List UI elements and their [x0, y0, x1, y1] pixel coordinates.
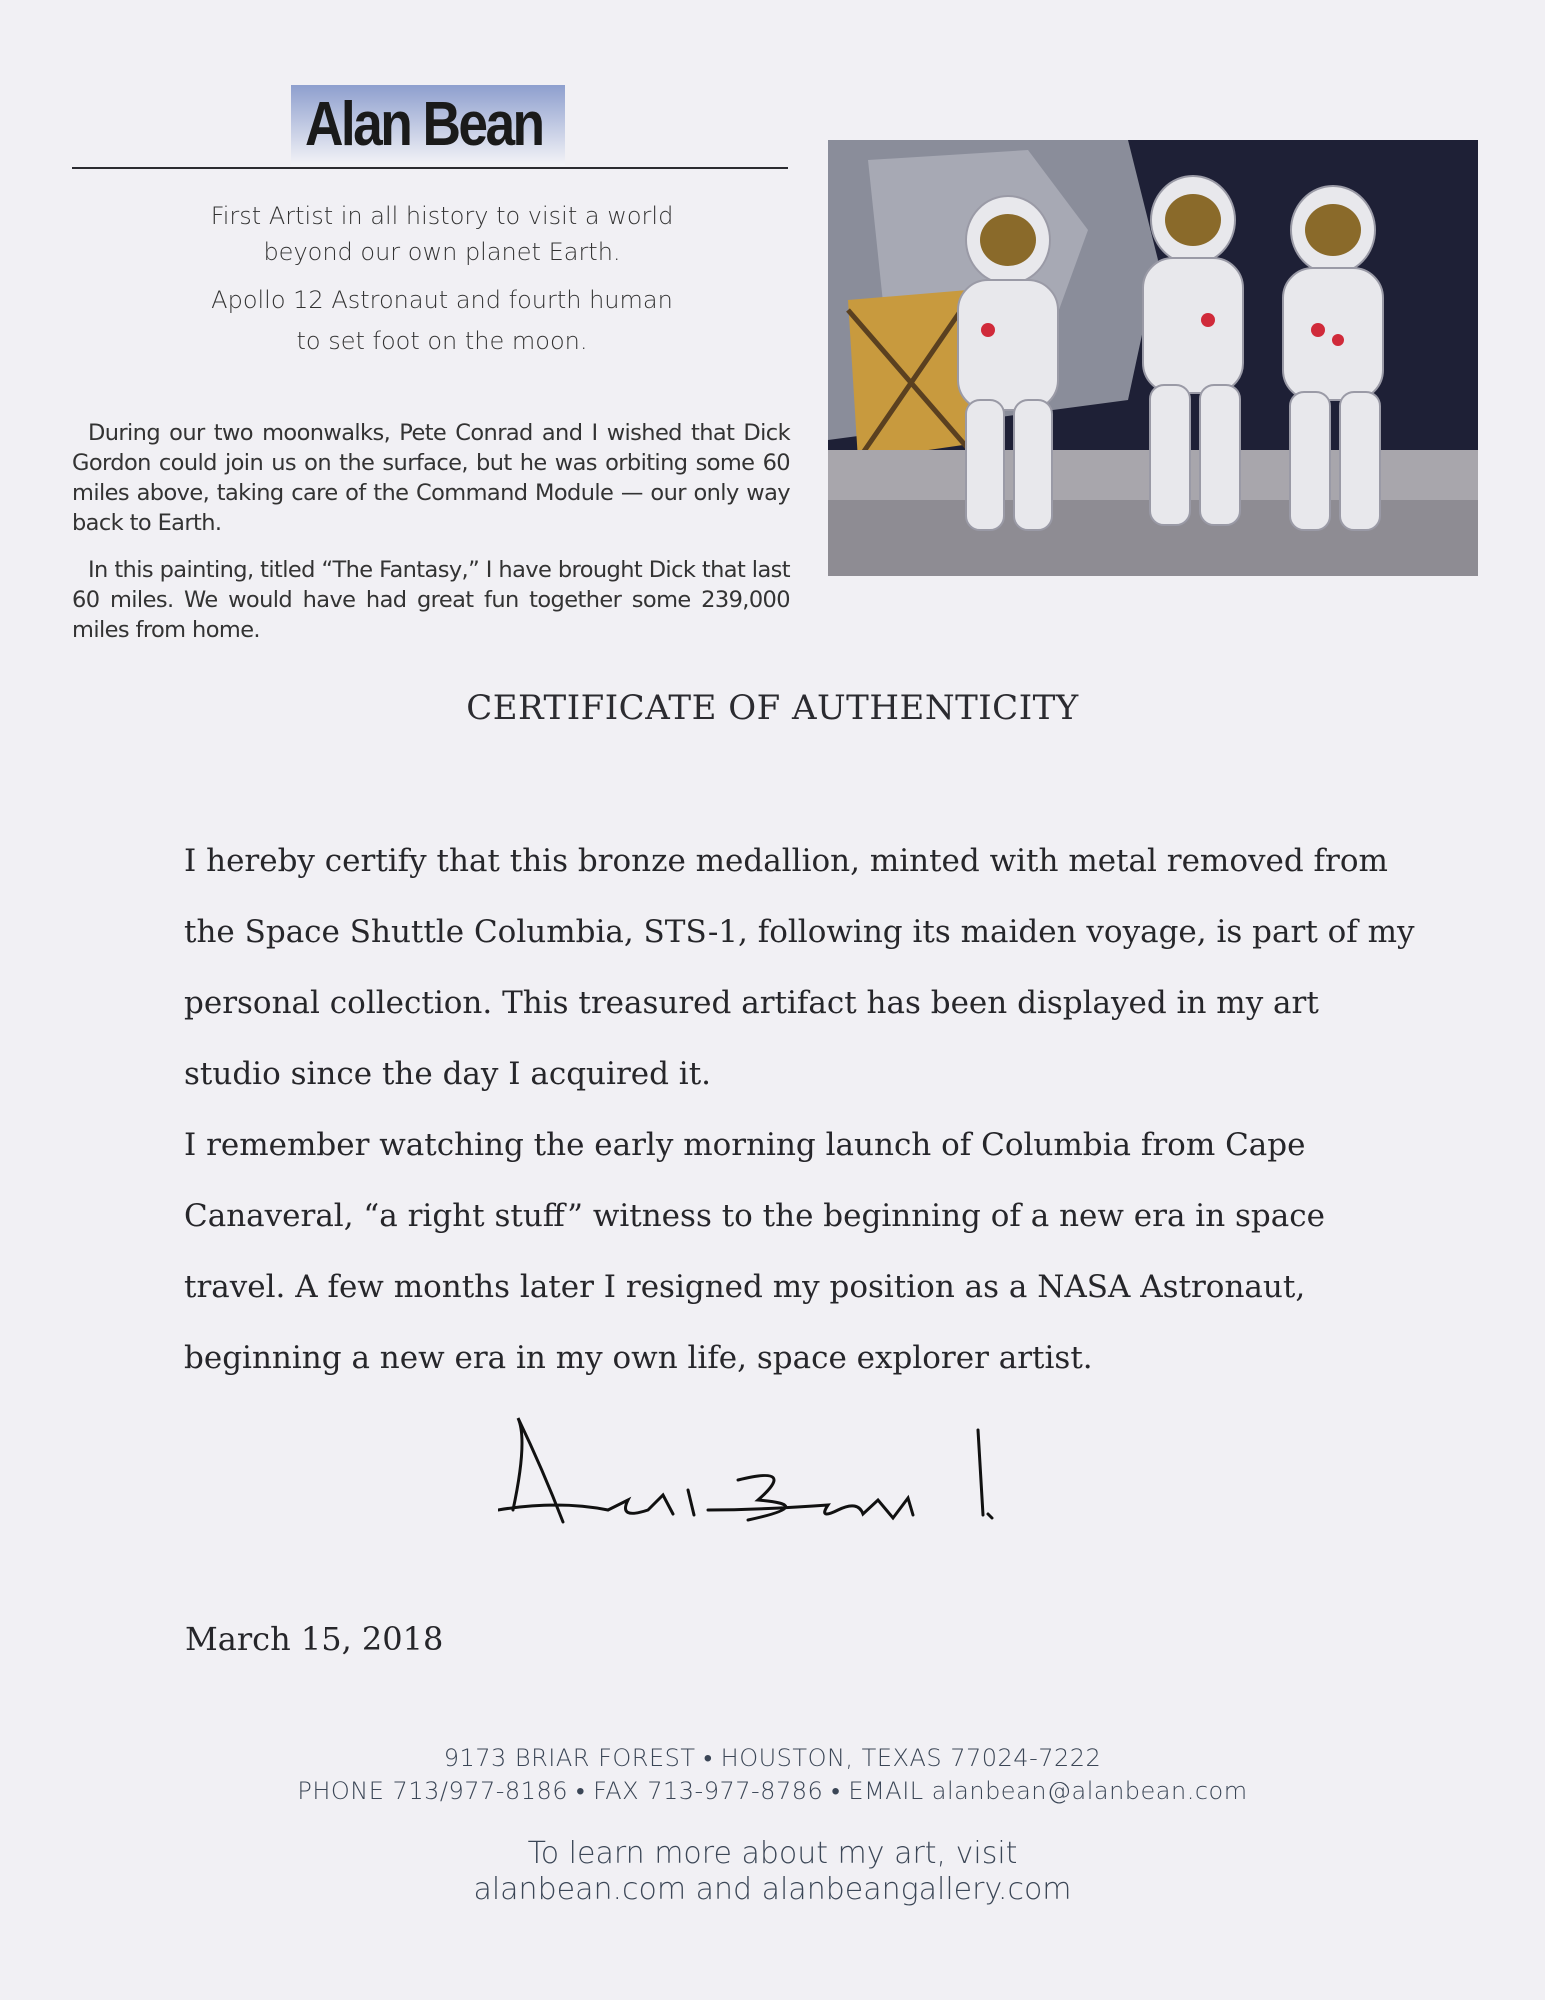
footer-websites: alanbean.com and alanbeangallery.com: [473, 1872, 1072, 1907]
certificate-body: [184, 826, 1424, 1394]
tagline-line: beyond our own planet Earth.: [263, 238, 621, 266]
signature: [498, 1410, 1018, 1555]
painting-the-fantasy: [828, 140, 1478, 576]
logo: [291, 85, 565, 165]
header-rule: [72, 167, 788, 169]
certificate-title: CERTIFICATE OF AUTHENTICITY: [466, 688, 1079, 728]
certificate-paragraph: I remember watching the early morning launch of Columbia from Cape Canaveral, “a right stuff” witness to the beginning of a new era in space travel. A few months later I resigned my position as a NASA Astronaut, beginning a new era in my own life, space explorer artist.: [184, 1127, 1325, 1376]
story-paragraph: During our two moonwalks, Pete Conrad and I wished that Dick Gordon could join us on the surface, but he was orbiting some 60 miles above, taking care of the Command Module — our only way back to Earth.: [72, 420, 790, 536]
tagline-line: First Artist in all history to visit a world: [210, 202, 674, 230]
footer-learn-more: To learn more about my art, visit: [527, 1836, 1018, 1871]
certificate-paragraph: I hereby certify that this bronze medallion, minted with metal removed from the Space Shuttle Columbia, STS-1, following its maiden voyage, is part of my personal collection. This treasured artifact has been displayed in my art studio since the day I acquired it.: [184, 843, 1415, 1092]
certificate-date: March 15, 2018: [185, 1620, 444, 1658]
tagline-line: Apollo 12 Astronaut and fourth human: [211, 286, 673, 314]
story-paragraph: In this painting, titled “The Fantasy,” I have brought Dick that last 60 miles. We would have had great fun together some 239,000 miles from home.: [72, 557, 790, 643]
footer-address: 9173 BRIAR FOREST • HOUSTON, TEXAS 77024-7222: [443, 1744, 1102, 1772]
footer-contact: PHONE 713/977-8186 • FAX 713-977-8786 • EMAIL alanbean@alanbean.com: [297, 1777, 1248, 1805]
tagline-line: to set foot on the moon.: [296, 327, 588, 355]
logo-text: Alan Bean: [305, 90, 543, 159]
